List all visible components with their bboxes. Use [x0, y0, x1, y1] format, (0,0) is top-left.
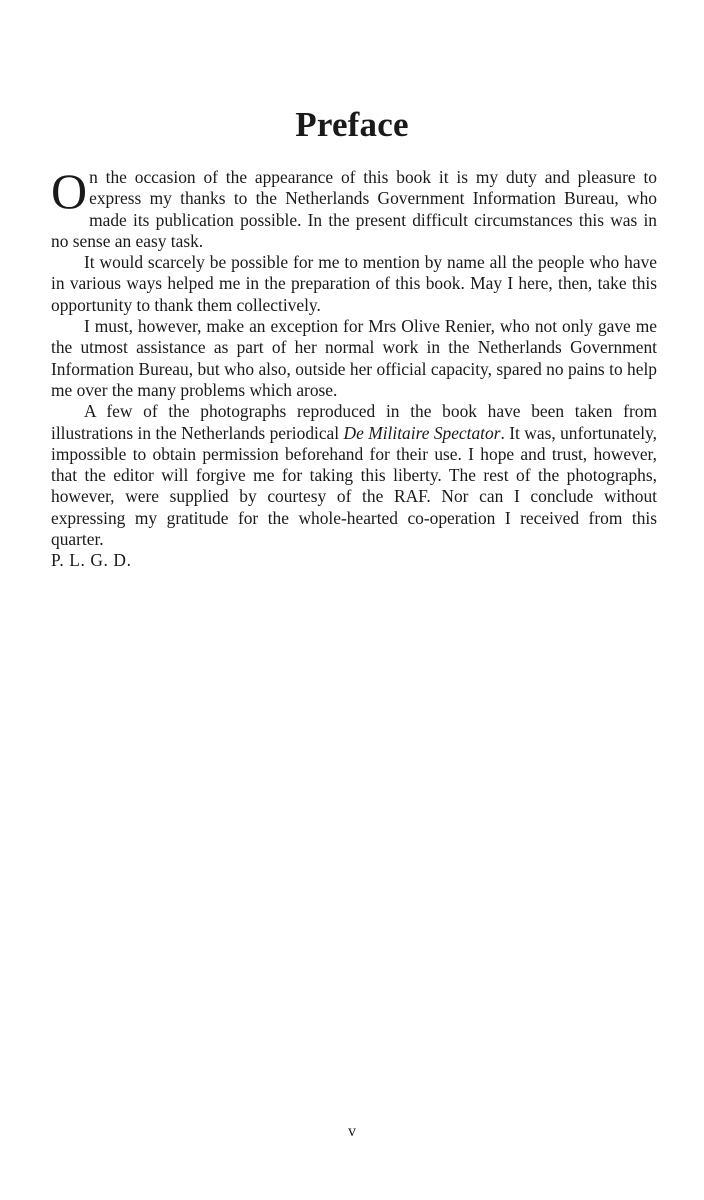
paragraph-3: I must, however, make an exception for Mrs Olive Renier, who not only gave me the utmost assistance as part of her normal work in the Netherlands Government Information Bureau, but who also, outside her official capacity, spared no pains to help me over the many problems which arose. [51, 316, 657, 400]
drop-cap: O [51, 163, 88, 219]
author-signature: P. L. G. D. [51, 550, 132, 571]
page-title: Preface [295, 105, 409, 144]
paragraph-2: It would scarcely be possible for me to mention by name all the people who have in various ways helped me in the preparation of this book. May I here, then, take this opportunity to thank them collectively. [51, 252, 657, 315]
page-number: v [348, 1123, 356, 1140]
periodical-title: De Militaire Spectator [343, 422, 501, 443]
paragraph-4-text-after: . It was, unfortunately, impossible to obtain permission beforehand for their use. I hope and trust, however, that the editor will forgive me for taking this liberty. The rest of the photographs, however, were supplied by courtesy of the RAF. Nor can I conclude without expressing my gratitude for the whole-hearted co-operation I received from this quarter. [51, 422, 658, 550]
paragraph-1-text: n the occasion of the appearance of this book it is my duty and pleasure to express my thanks to the Netherlands Government Information Bureau, who made its publication possible. In the present difficult circumstances this was in no sense an easy task. [51, 167, 657, 251]
paragraph-4-text-before: A few of the photographs reproduced in the book have been taken from illustrations in the Netherlands periodical [51, 401, 657, 443]
paragraph-1 [51, 163, 657, 252]
preface-body [51, 163, 658, 572]
paragraph-4 [51, 401, 657, 550]
